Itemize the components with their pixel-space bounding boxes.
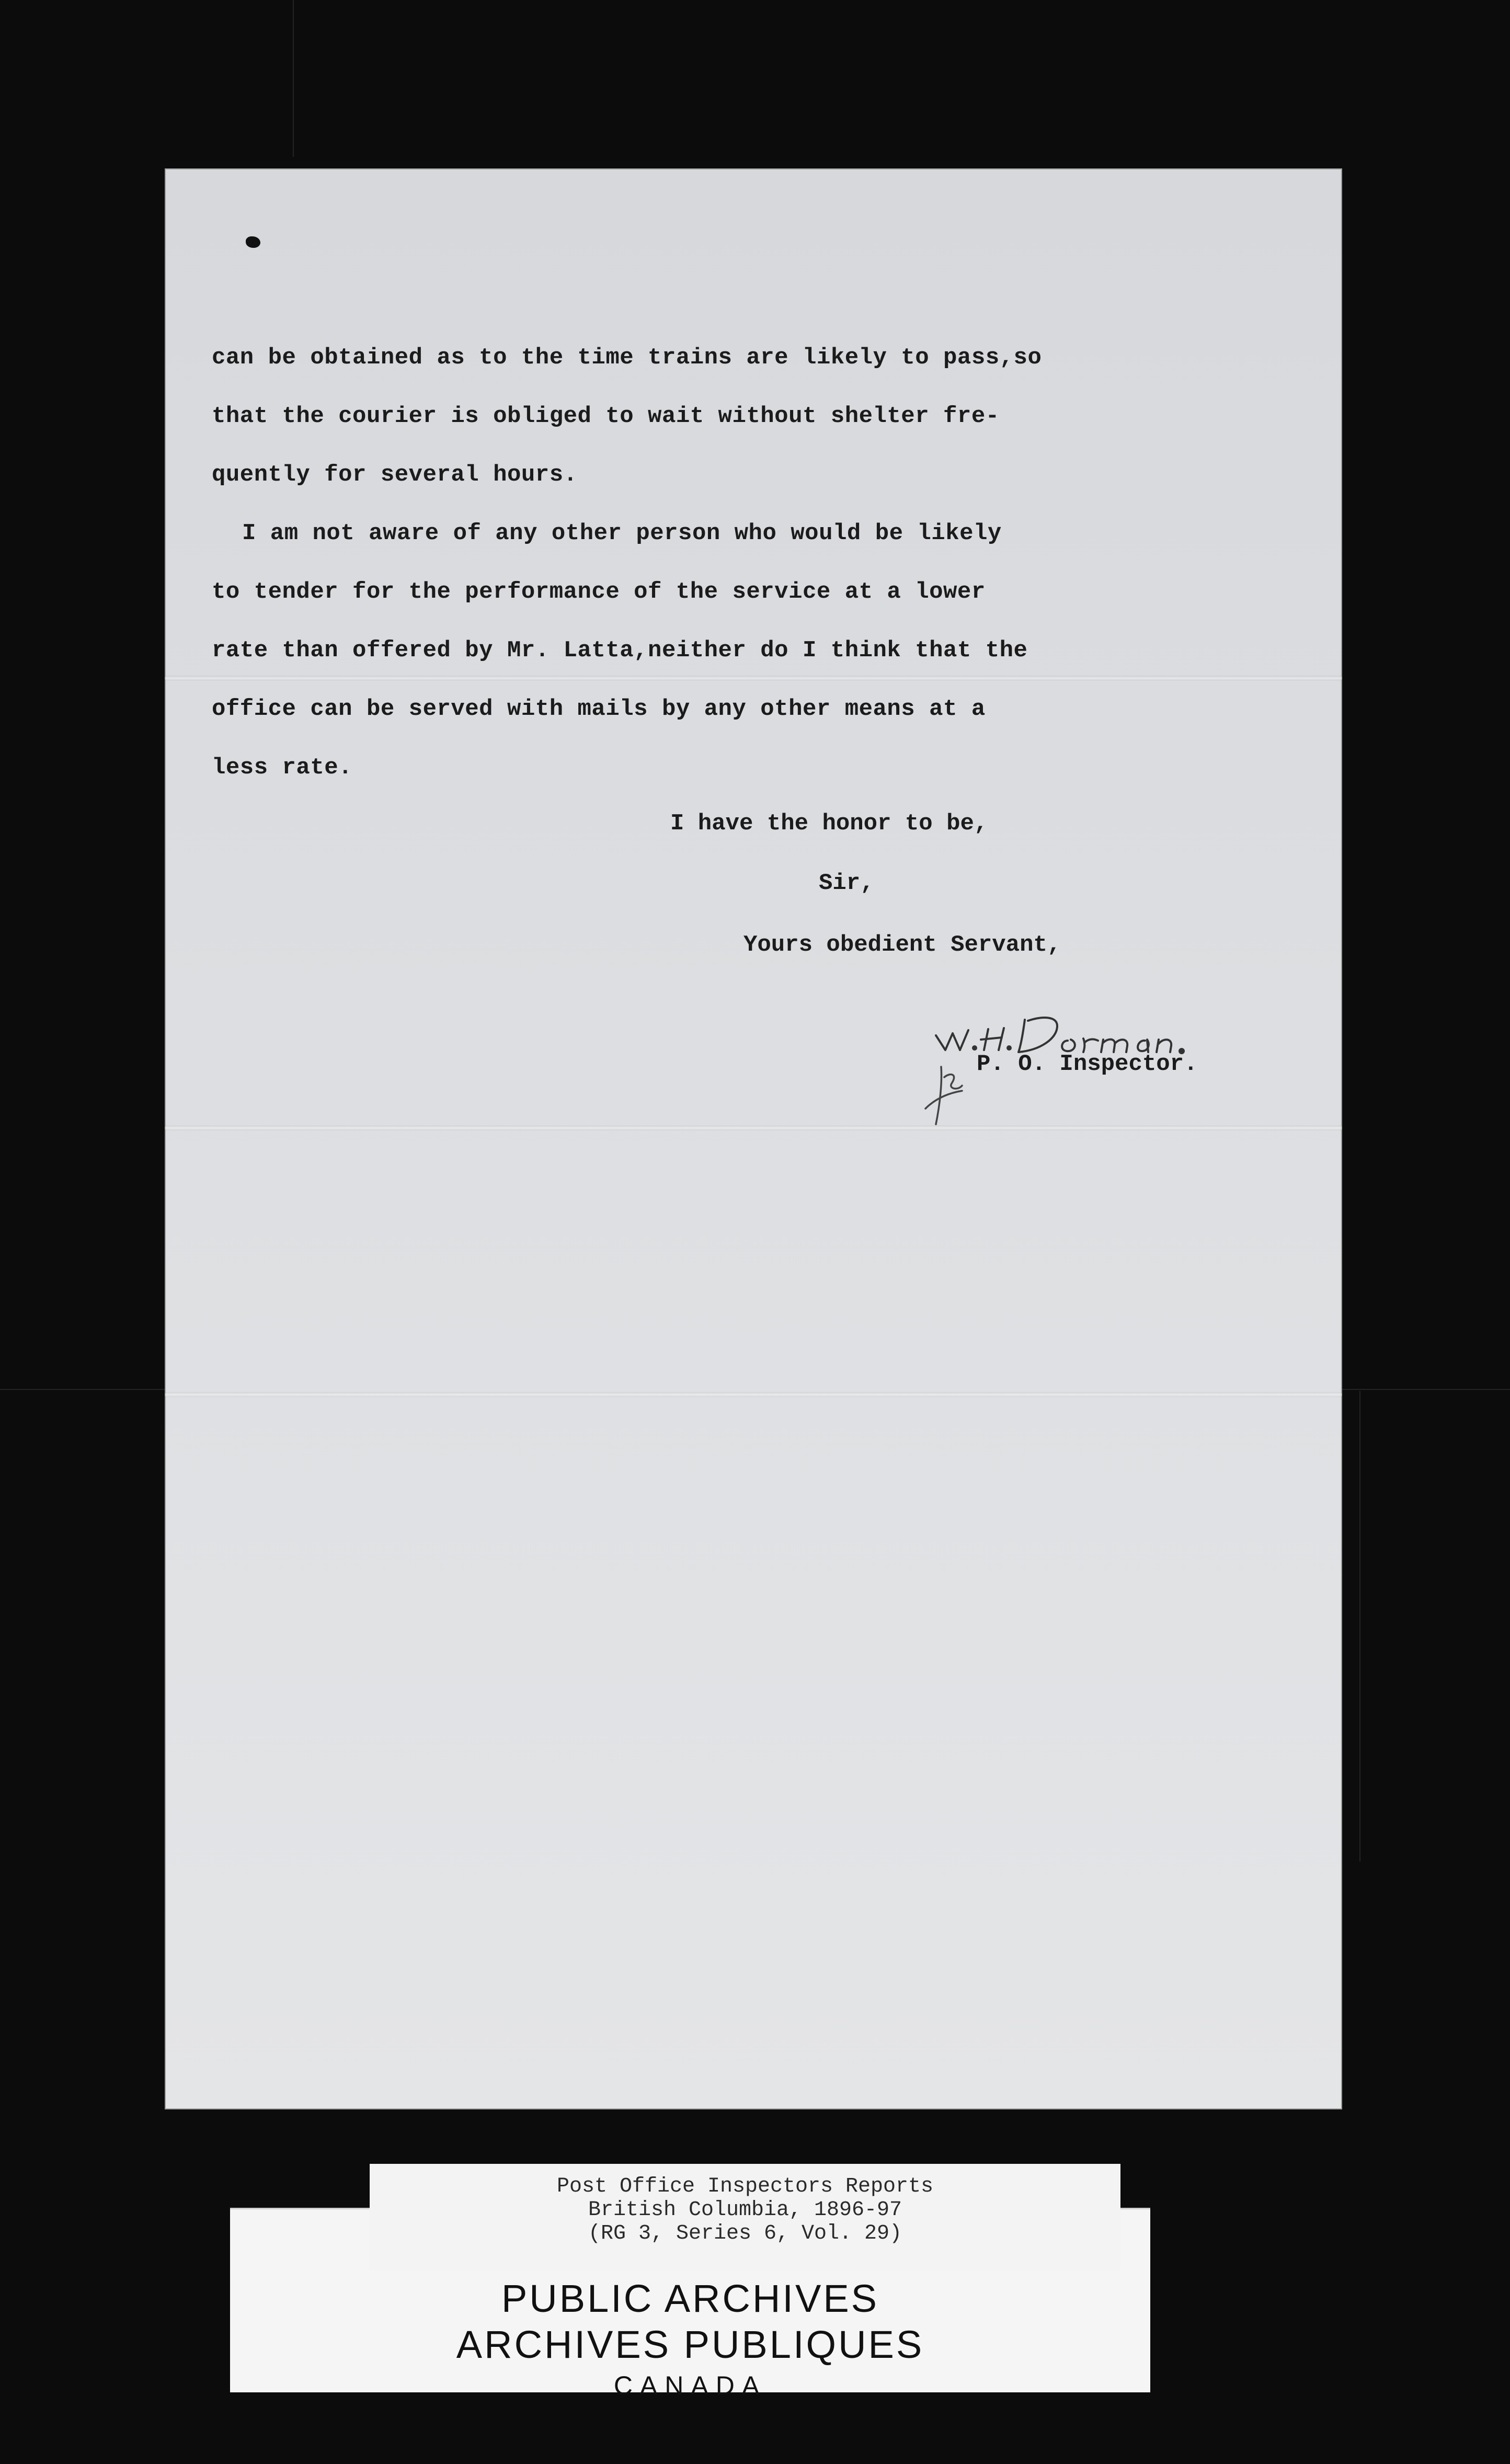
reference-volume: (RG 3, Series 6, Vol. 29) — [588, 2221, 902, 2245]
letter-line: I am not aware of any other person who would be likely — [242, 520, 1002, 546]
film-scratch — [1359, 1391, 1360, 1862]
reference-label — [370, 2164, 1120, 2268]
closing-salutation: Sir, — [819, 870, 874, 896]
letter-line: less rate. — [212, 755, 353, 781]
archives-name-french: ARCHIVES PUBLIQUES — [456, 2323, 924, 2366]
letter-line: rate than offered by Mr. Latta,neither do I think that the — [212, 637, 1028, 664]
closing-line: I have the honor to be, — [670, 811, 988, 837]
letter-line: can be obtained as to the time trains are likely to pass,so — [212, 345, 1042, 371]
closing-line: Yours obedient Servant, — [743, 932, 1061, 958]
film-scratch — [293, 0, 294, 157]
letter-line: that the courier is obliged to wait without shelter fre- — [212, 403, 1000, 429]
signature-title: P. O. Inspector. — [977, 1051, 1198, 1077]
reference-region: British Columbia, 1896-97 — [588, 2198, 902, 2222]
letter-line: to tender for the performance of the service at a lower — [212, 579, 986, 605]
pin-hole-mark — [246, 236, 260, 248]
page-fold — [165, 1392, 1342, 1397]
letter-line: office can be served with mails by any other means at a — [212, 696, 986, 722]
archives-country: CANADA — [613, 2371, 767, 2400]
letter-line: quently for several hours. — [212, 462, 578, 488]
reference-series: Post Office Inspectors Reports — [556, 2175, 934, 2198]
page-fold — [165, 676, 1342, 681]
archives-name-english: PUBLIC ARCHIVES — [501, 2277, 879, 2320]
